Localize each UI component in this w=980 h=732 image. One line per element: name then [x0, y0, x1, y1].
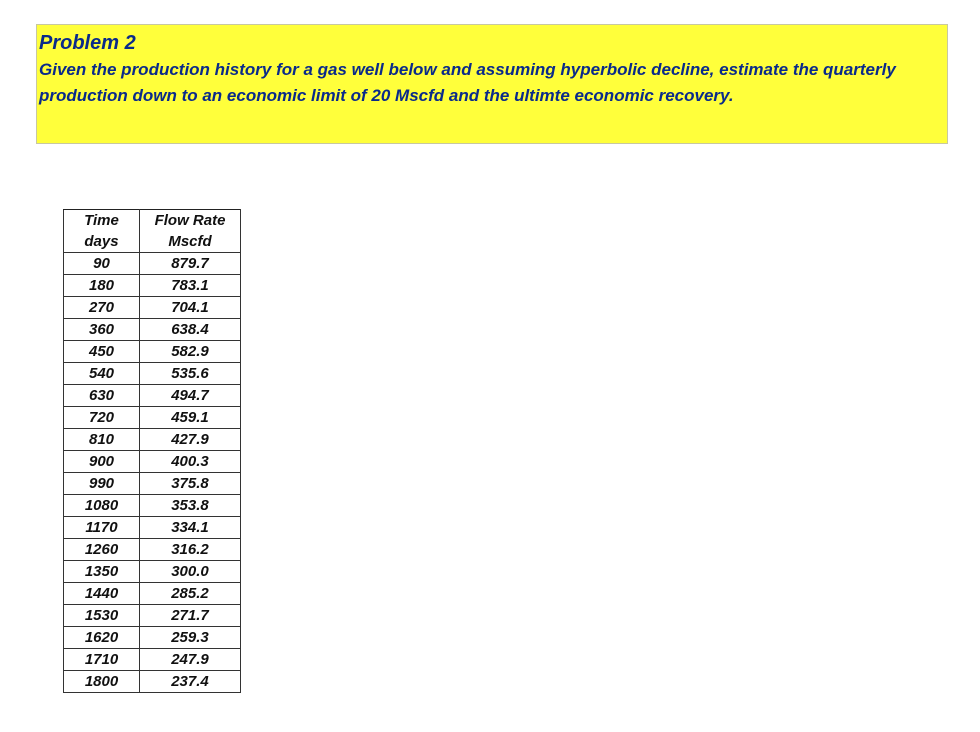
time-cell: 1260 [64, 539, 140, 561]
table-row [64, 407, 241, 429]
time-cell: 180 [64, 275, 140, 297]
flow-rate-cell: 375.8 [140, 473, 241, 495]
time-cell: 1350 [64, 561, 140, 583]
time-cell: 810 [64, 429, 140, 451]
flow-rate-cell: 535.6 [140, 363, 241, 385]
table-row [64, 319, 241, 341]
time-cell: 540 [64, 363, 140, 385]
table-row [64, 561, 241, 583]
table-row [64, 429, 241, 451]
flow-rate-cell: 638.4 [140, 319, 241, 341]
time-cell: 1080 [64, 495, 140, 517]
flow-rate-cell: 353.8 [140, 495, 241, 517]
time-cell: 90 [64, 253, 140, 275]
flow-rate-cell: 427.9 [140, 429, 241, 451]
time-cell: 1800 [64, 671, 140, 693]
table-row [64, 275, 241, 297]
flow-rate-cell: 300.0 [140, 561, 241, 583]
table-row [64, 451, 241, 473]
unit-time: days [64, 231, 140, 253]
time-cell: 270 [64, 297, 140, 319]
flow-rate-cell: 316.2 [140, 539, 241, 561]
flow-rate-cell: 582.9 [140, 341, 241, 363]
flow-rate-cell: 400.3 [140, 451, 241, 473]
table-row [64, 297, 241, 319]
table-row [64, 253, 241, 275]
flow-rate-cell: 259.3 [140, 627, 241, 649]
time-cell: 1170 [64, 517, 140, 539]
table-row [64, 605, 241, 627]
table-row [64, 495, 241, 517]
flow-rate-cell: 704.1 [140, 297, 241, 319]
header-time: Time [64, 210, 140, 232]
time-cell: 900 [64, 451, 140, 473]
production-history-table [63, 209, 241, 693]
flow-rate-cell: 285.2 [140, 583, 241, 605]
time-cell: 450 [64, 341, 140, 363]
flow-rate-cell: 459.1 [140, 407, 241, 429]
flow-rate-cell: 494.7 [140, 385, 241, 407]
problem-title: Problem 2 [39, 32, 136, 54]
flow-rate-cell: 247.9 [140, 649, 241, 671]
time-cell: 360 [64, 319, 140, 341]
unit-flow-rate: Mscfd [140, 231, 241, 253]
table-row [64, 539, 241, 561]
problem-text: Given the production history for a gas well below and assuming hyperbolic decline, estimate the quarterly production down to an economic limit of 20 Mscfd and the ultimte economic recovery. [39, 60, 896, 105]
time-cell: 630 [64, 385, 140, 407]
flow-rate-cell: 783.1 [140, 275, 241, 297]
time-cell: 1440 [64, 583, 140, 605]
table-row [64, 341, 241, 363]
table-row [64, 363, 241, 385]
flow-rate-cell: 271.7 [140, 605, 241, 627]
time-cell: 990 [64, 473, 140, 495]
table-row [64, 627, 241, 649]
table-header-row [64, 210, 241, 232]
problem-statement-box [36, 24, 948, 144]
time-cell: 720 [64, 407, 140, 429]
flow-rate-cell: 879.7 [140, 253, 241, 275]
table-row [64, 583, 241, 605]
table-row [64, 473, 241, 495]
table-row [64, 385, 241, 407]
table-row [64, 671, 241, 693]
header-flow-rate: Flow Rate [140, 210, 241, 232]
flow-rate-cell: 334.1 [140, 517, 241, 539]
table-row [64, 649, 241, 671]
table-row [64, 517, 241, 539]
flow-rate-cell: 237.4 [140, 671, 241, 693]
time-cell: 1530 [64, 605, 140, 627]
time-cell: 1620 [64, 627, 140, 649]
table-units-row [64, 231, 241, 253]
time-cell: 1710 [64, 649, 140, 671]
